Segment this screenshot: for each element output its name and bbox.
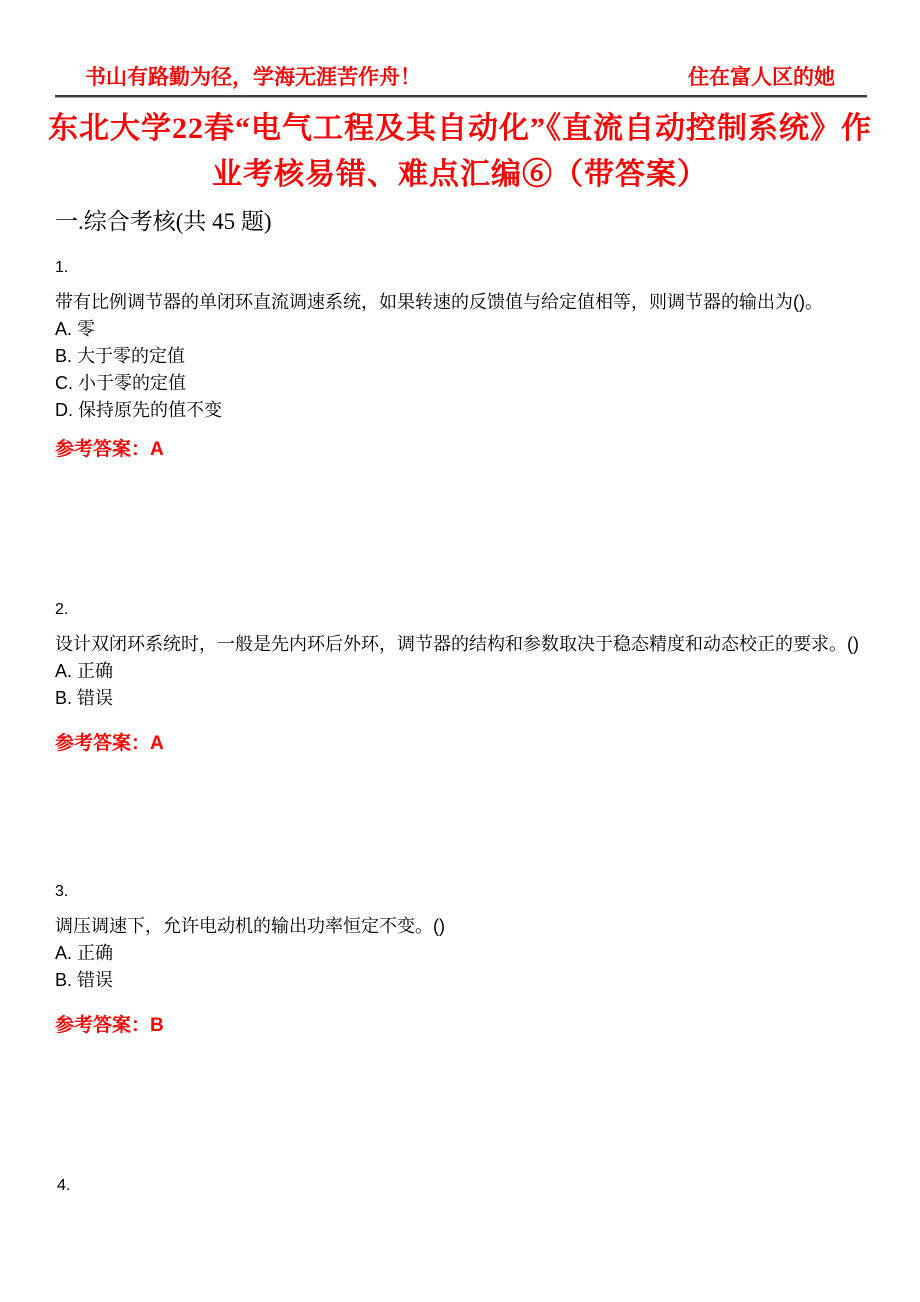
question-number: 1. (55, 259, 69, 276)
document-title-line2: 业考核易错、难点汇编⑥（带答案） (212, 158, 708, 191)
answer-value: A (150, 733, 164, 754)
option-list (55, 316, 875, 424)
question-block-1 (55, 260, 875, 462)
section-heading: 一.综合考核(共 45 题) (55, 209, 272, 234)
question-number: 4. (57, 1177, 71, 1194)
answer-value: B (150, 1015, 164, 1036)
question-text: 调压调速下，允许电动机的输出功率恒定不变。() (55, 916, 445, 936)
option-c: C. 小于零的定值 (55, 373, 187, 393)
answer-value: A (150, 439, 164, 460)
question-number: 2. (55, 601, 69, 618)
header-username: 住在富人区的她 (688, 65, 835, 89)
option-b: B. 错误 (55, 688, 114, 708)
reference-answer (55, 732, 875, 756)
question-block-3 (55, 884, 875, 1038)
option-a: A. 零 (55, 319, 96, 339)
option-d: D. 保持原先的值不变 (55, 400, 223, 420)
header-slogan: 书山有路勤为径，学海无涯苦作舟！ (85, 65, 421, 89)
option-list (55, 940, 875, 994)
question-number: 3. (55, 883, 69, 900)
reference-answer (55, 438, 875, 462)
document-title-line1: 东北大学22春“电气工程及其自动化”《直流自动控制系统》作 (48, 112, 872, 145)
document-title (0, 106, 920, 198)
option-b: B. 大于零的定值 (55, 346, 186, 366)
question-block-2 (55, 602, 875, 756)
answer-label: 参考答案： (55, 733, 151, 754)
option-a: A. 正确 (55, 943, 114, 963)
page-header (0, 0, 920, 91)
question-text: 设计双闭环系统时，一般是先内环后外环，调节器的结构和参数取决于稳态精度和动态校正的要求。() (55, 634, 859, 654)
answer-label: 参考答案： (55, 1015, 151, 1036)
reference-answer (55, 1014, 875, 1038)
header-divider (55, 95, 867, 98)
option-list (55, 658, 875, 712)
answer-label: 参考答案： (55, 439, 151, 460)
option-a: A. 正确 (55, 661, 114, 681)
option-b: B. 错误 (55, 970, 114, 990)
question-text: 带有比例调节器的单闭环直流调速系统，如果转速的反馈值与给定值相等，则调节器的输出为()。 (55, 292, 823, 312)
